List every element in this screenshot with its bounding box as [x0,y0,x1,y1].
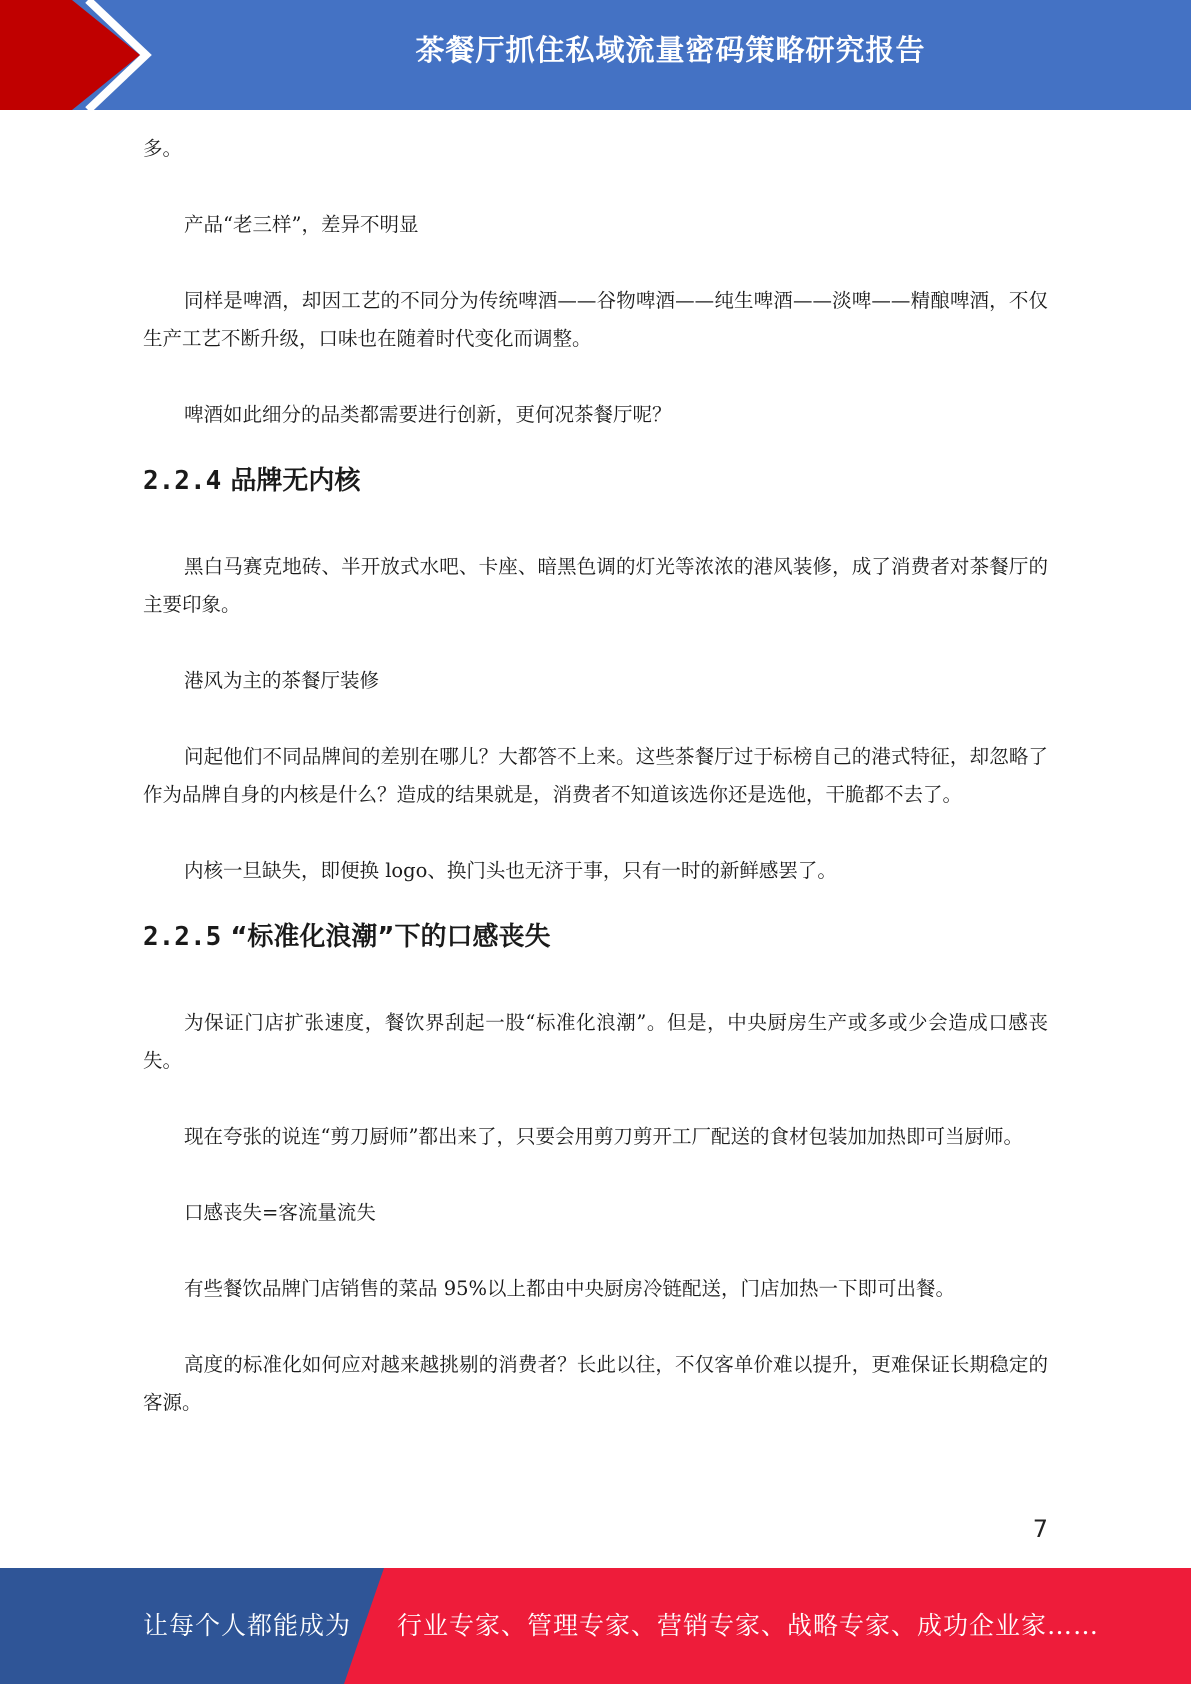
paragraph: 口感丧失=客流量流失 [184,1201,376,1224]
paragraph: 有些餐饮品牌门店销售的菜品 95%以上都由中央厨房冷链配送，门店加热一下即可出餐。 [184,1277,956,1300]
paragraph: 为保证门店扩张速度，餐饮界刮起一股“标准化浪潮”。但是，中央厨房生产或多或少会造成口感丧失。 [143,1011,1048,1072]
page-footer [0,1568,1191,1684]
paragraph: 港风为主的茶餐厅装修 [184,669,380,692]
section-heading-2-2-4 [143,462,1048,500]
section-title: 品牌无内核 [230,466,361,496]
footer-slogan-right: 行业专家、管理专家、营销专家、战略专家、成功企业家…… [397,1611,1100,1640]
paragraph: 同样是啤酒，却因工艺的不同分为传统啤酒——谷物啤酒——纯生啤酒——淡啤——精酿啤酒，不仅生产工艺不断升级，口味也在随着时代变化而调整。 [143,289,1048,350]
footer-slogan-left: 让每个人都能成为 [143,1611,352,1640]
paragraph: 高度的标准化如何应对越来越挑剔的消费者？长此以往，不仅客单价难以提升，更难保证长期稳定的客源。 [143,1353,1048,1414]
section-number: 2.2.5 [143,922,222,952]
section-title: “标准化浪潮”下的口感丧失 [230,922,551,952]
document-body [143,130,1048,1422]
paragraph: 问起他们不同品牌间的差别在哪儿？大都答不上来。这些茶餐厅过于标榜自己的港式特征，却忽略了作为品牌自身的内核是什么？造成的结果就是，消费者不知道该选你还是选他，干脆都不去了。 [143,745,1048,806]
paragraph: 多。 [143,137,183,160]
report-title: 茶餐厅抓住私域流量密码策略研究报告 [415,33,926,67]
paragraph: 现在夸张的说连“剪刀厨师”都出来了，只要会用剪刀剪开工厂配送的食材包装加加热即可当厨师。 [184,1125,1023,1148]
section-heading-2-2-5 [143,918,1048,956]
paragraph: 啤酒如此细分的品类都需要进行创新，更何况茶餐厅呢？ [184,403,672,426]
paragraph: 产品“老三样”，差异不明显 [184,213,419,236]
page-number: 7 [1032,1515,1048,1543]
paragraph: 黑白马赛克地砖、半开放式水吧、卡座、暗黑色调的灯光等浓浓的港风装修，成了消费者对茶餐厅的主要印象。 [143,555,1048,616]
section-number: 2.2.4 [143,466,222,496]
paragraph: 内核一旦缺失，即便换 logo、换门头也无济于事，只有一时的新鲜感罢了。 [184,859,837,882]
page-header [0,0,1191,110]
